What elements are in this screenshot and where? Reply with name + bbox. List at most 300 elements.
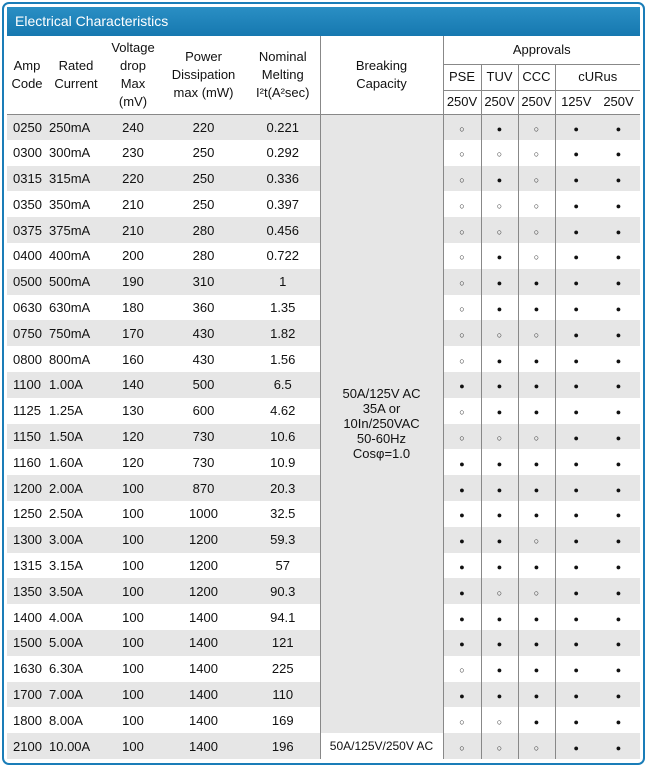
approval-tuv-not-approved-icon xyxy=(481,578,518,604)
open-dot-icon xyxy=(534,145,539,160)
power-dissipation-cell: 1000 xyxy=(189,506,218,522)
approval-tuv-approved-icon xyxy=(481,166,518,192)
amp-code-cell: 1200 xyxy=(7,475,47,501)
filled-dot-icon xyxy=(574,248,579,263)
rated-current-cell: 3.00A xyxy=(47,527,105,553)
amp-code-cell: 1100 xyxy=(7,372,47,398)
rated-current-cell: 2.50A xyxy=(49,506,83,522)
filled-dot-icon xyxy=(534,274,539,289)
approval-tuv-approved-icon xyxy=(481,501,518,527)
filled-dot-icon xyxy=(616,223,621,238)
approval-ccc-approved-icon xyxy=(518,682,555,708)
approval-curus-125-approved-icon xyxy=(555,166,597,192)
filled-dot-icon xyxy=(534,506,539,521)
rated-current-cell: 750mA xyxy=(47,320,105,346)
voltage-drop-cell: 210 xyxy=(122,196,144,212)
filled-dot-icon xyxy=(497,481,502,496)
header-voltage-drop: Voltage drop Max (mV) xyxy=(105,36,161,114)
approval-curus-250-approved-icon xyxy=(597,527,640,553)
filled-dot-icon xyxy=(534,300,539,315)
approval-curus-250-approved-icon xyxy=(597,398,640,424)
open-dot-icon xyxy=(459,145,464,160)
approval-curus-125-approved-icon xyxy=(555,372,597,398)
nominal-melting-cell: 0.722 xyxy=(266,248,300,264)
power-dissipation-cell: 1400 xyxy=(161,682,246,708)
filled-dot-icon xyxy=(616,558,621,573)
amp-code-cell: 0800 xyxy=(13,351,42,367)
breaking-capacity-line: 50-60Hz xyxy=(356,431,407,447)
rated-current-cell: 8.00A xyxy=(49,712,83,728)
header-approval-pse: PSE xyxy=(443,64,481,90)
rated-current-cell: 1.50A xyxy=(47,424,105,450)
filled-dot-icon xyxy=(574,197,579,212)
filled-dot-icon xyxy=(616,661,621,676)
approval-tuv-approved-icon xyxy=(481,346,518,372)
nominal-melting-cell: 225 xyxy=(271,661,294,677)
voltage-drop-cell: 100 xyxy=(122,557,144,573)
approval-curus-250-approved-icon xyxy=(597,217,640,243)
rated-current-cell: 3.15A xyxy=(49,557,83,573)
amp-code-cell: 0400 xyxy=(13,248,42,264)
approval-ccc-approved-icon xyxy=(518,295,555,321)
filled-dot-icon xyxy=(574,300,579,315)
filled-dot-icon xyxy=(574,635,579,650)
approval-tuv-approved-icon xyxy=(481,269,518,295)
nominal-melting-cell: 0.221 xyxy=(246,114,320,140)
approval-curus-250-approved-icon xyxy=(597,191,640,217)
approval-ccc-approved-icon xyxy=(518,398,555,424)
filled-dot-icon xyxy=(534,635,539,650)
approval-ccc-approved-icon xyxy=(518,656,555,682)
filled-dot-icon xyxy=(574,739,579,754)
open-dot-icon xyxy=(534,197,539,212)
filled-dot-icon xyxy=(574,584,579,599)
voltage-drop-cell: 100 xyxy=(105,733,161,759)
filled-dot-icon xyxy=(459,635,464,650)
voltage-drop-cell: 160 xyxy=(122,351,144,367)
filled-dot-icon xyxy=(574,223,579,238)
section-title: Electrical Characteristics xyxy=(7,7,640,36)
approval-pse-not-approved-icon xyxy=(443,346,481,372)
approval-ccc-not-approved-icon xyxy=(518,166,555,192)
filled-dot-icon xyxy=(574,558,579,573)
breaking-capacity-line: 50A/125V AC xyxy=(342,386,421,402)
approval-curus-125-approved-icon xyxy=(555,398,597,424)
electrical-characteristics-panel xyxy=(2,2,645,765)
nominal-melting-cell: 0.336 xyxy=(246,166,320,192)
filled-dot-icon xyxy=(497,558,502,573)
header-approval-ccc: CCC xyxy=(518,64,555,90)
approval-pse-not-approved-icon xyxy=(443,733,481,759)
approval-tuv-approved-icon xyxy=(481,682,518,708)
nominal-melting-cell: 110 xyxy=(246,682,320,708)
amp-code-cell: 1160 xyxy=(13,454,41,470)
filled-dot-icon xyxy=(497,506,502,521)
rated-current-cell: 1.00A xyxy=(47,372,105,398)
amp-code-cell: 1700 xyxy=(7,682,47,708)
rated-current-cell: 1.60A xyxy=(49,454,83,470)
amp-code-cell: 0315 xyxy=(7,166,47,192)
approval-curus-250-approved-icon xyxy=(597,449,640,475)
nominal-melting-cell: 6.5 xyxy=(246,372,320,398)
open-dot-icon xyxy=(459,429,464,444)
approval-curus-250-approved-icon xyxy=(597,733,640,759)
amp-code-cell: 1400 xyxy=(13,609,42,625)
filled-dot-icon xyxy=(574,506,579,521)
open-dot-icon xyxy=(534,584,539,599)
header-power-dissipation: Power Dissipation max (mW) xyxy=(161,36,246,114)
filled-dot-icon xyxy=(497,300,502,315)
approval-ccc-not-approved-icon xyxy=(518,578,555,604)
approval-tuv-approved-icon xyxy=(481,398,518,424)
filled-dot-icon xyxy=(574,687,579,702)
voltage-drop-cell: 140 xyxy=(105,372,161,398)
filled-dot-icon xyxy=(459,687,464,702)
filled-dot-icon xyxy=(616,532,621,547)
voltage-drop-cell: 190 xyxy=(105,269,161,295)
approval-tuv-approved-icon xyxy=(481,475,518,501)
amp-code-cell: 1125 xyxy=(13,403,41,419)
power-dissipation-cell: 220 xyxy=(161,114,246,140)
filled-dot-icon xyxy=(574,532,579,547)
approval-curus-125-approved-icon xyxy=(555,682,597,708)
approval-curus-250-approved-icon xyxy=(597,656,640,682)
approval-ccc-approved-icon xyxy=(518,630,555,656)
filled-dot-icon xyxy=(574,455,579,470)
approval-tuv-not-approved-icon xyxy=(481,733,518,759)
approval-ccc-approved-icon xyxy=(518,475,555,501)
filled-dot-icon xyxy=(616,584,621,599)
approval-pse-not-approved-icon xyxy=(443,295,481,321)
approval-ccc-not-approved-icon xyxy=(518,243,555,269)
filled-dot-icon xyxy=(534,558,539,573)
voltage-drop-cell: 100 xyxy=(122,661,144,677)
nominal-melting-cell: 10.6 xyxy=(246,424,320,450)
filled-dot-icon xyxy=(574,377,579,392)
voltage-drop-cell: 120 xyxy=(105,424,161,450)
amp-code-cell: 1315 xyxy=(13,557,42,573)
approval-tuv-approved-icon xyxy=(481,295,518,321)
nominal-melting-cell: 94.1 xyxy=(270,609,296,625)
approval-curus-250-approved-icon xyxy=(597,501,640,527)
approval-tuv-approved-icon xyxy=(481,553,518,579)
approval-curus-125-approved-icon xyxy=(555,578,597,604)
filled-dot-icon xyxy=(497,377,502,392)
amp-code-cell: 0500 xyxy=(7,269,47,295)
header-approval-curus: cURus xyxy=(555,64,640,90)
header-voltage-pse: 250V xyxy=(443,90,481,114)
open-dot-icon xyxy=(459,326,464,341)
approval-curus-250-approved-icon xyxy=(597,475,640,501)
approval-curus-125-approved-icon xyxy=(555,346,597,372)
filled-dot-icon xyxy=(534,661,539,676)
approval-pse-approved-icon xyxy=(443,553,481,579)
voltage-drop-cell: 170 xyxy=(105,320,161,346)
electrical-characteristics-table xyxy=(7,36,640,759)
power-dissipation-cell: 430 xyxy=(192,351,215,367)
open-dot-icon xyxy=(497,584,502,599)
nominal-melting-cell: 32.5 xyxy=(270,506,296,522)
filled-dot-icon xyxy=(497,661,502,676)
open-dot-icon xyxy=(459,300,464,315)
approval-curus-125-approved-icon xyxy=(555,527,597,553)
approval-curus-125-approved-icon xyxy=(555,733,597,759)
open-dot-icon xyxy=(459,661,464,676)
power-dissipation-cell: 1200 xyxy=(161,578,246,604)
voltage-drop-cell: 240 xyxy=(105,114,161,140)
approval-curus-125-approved-icon xyxy=(555,501,597,527)
voltage-drop-cell: 200 xyxy=(122,248,144,264)
table-body xyxy=(7,114,640,759)
open-dot-icon xyxy=(497,145,502,160)
approval-curus-125-approved-icon xyxy=(555,191,597,217)
voltage-drop-cell: 100 xyxy=(122,712,144,728)
approval-tuv-approved-icon xyxy=(481,604,518,630)
approval-pse-not-approved-icon xyxy=(443,707,481,733)
voltage-drop-cell: 100 xyxy=(105,682,161,708)
filled-dot-icon xyxy=(616,274,621,289)
nominal-melting-cell: 0.292 xyxy=(266,145,300,161)
nominal-melting-cell: 1 xyxy=(246,269,320,295)
approval-curus-125-approved-icon xyxy=(555,295,597,321)
open-dot-icon xyxy=(534,248,539,263)
amp-code-cell: 1300 xyxy=(7,527,47,553)
filled-dot-icon xyxy=(497,403,502,418)
filled-dot-icon xyxy=(497,274,502,289)
power-dissipation-cell: 310 xyxy=(161,269,246,295)
rated-current-cell: 6.30A xyxy=(49,661,83,677)
approval-tuv-approved-icon xyxy=(481,527,518,553)
approval-curus-125-approved-icon xyxy=(555,553,597,579)
filled-dot-icon xyxy=(616,145,621,160)
amp-code-cell: 0375 xyxy=(7,217,47,243)
filled-dot-icon xyxy=(459,481,464,496)
header-nominal-melting: Nominal Melting I²t(A²sec) xyxy=(246,36,320,114)
open-dot-icon xyxy=(459,120,464,135)
approval-tuv-not-approved-icon xyxy=(481,191,518,217)
power-dissipation-cell: 250 xyxy=(192,145,215,161)
rated-current-cell: 5.00A xyxy=(47,630,105,656)
filled-dot-icon xyxy=(459,532,464,547)
breaking-capacity-line: 10In/250VAC xyxy=(343,416,420,432)
filled-dot-icon xyxy=(574,481,579,496)
power-dissipation-cell: 360 xyxy=(192,299,215,315)
rated-current-cell: 3.50A xyxy=(47,578,105,604)
approval-tuv-not-approved-icon xyxy=(481,140,518,166)
rated-current-cell: 500mA xyxy=(47,269,105,295)
nominal-melting-cell: 59.3 xyxy=(246,527,320,553)
filled-dot-icon xyxy=(616,403,621,418)
approval-ccc-not-approved-icon xyxy=(518,527,555,553)
open-dot-icon xyxy=(459,713,464,728)
amp-code-cell: 1500 xyxy=(7,630,47,656)
approval-tuv-not-approved-icon xyxy=(481,217,518,243)
open-dot-icon xyxy=(534,326,539,341)
rated-current-cell: 400mA xyxy=(49,248,91,264)
approval-pse-approved-icon xyxy=(443,682,481,708)
approval-ccc-not-approved-icon xyxy=(518,424,555,450)
approval-tuv-approved-icon xyxy=(481,372,518,398)
filled-dot-icon xyxy=(497,455,502,470)
open-dot-icon xyxy=(534,223,539,238)
approval-tuv-not-approved-icon xyxy=(481,320,518,346)
approval-curus-250-approved-icon xyxy=(597,243,640,269)
nominal-melting-cell: 20.3 xyxy=(246,475,320,501)
filled-dot-icon xyxy=(616,248,621,263)
approval-pse-approved-icon xyxy=(443,578,481,604)
approval-ccc-not-approved-icon xyxy=(518,320,555,346)
approval-curus-250-approved-icon xyxy=(597,166,640,192)
filled-dot-icon xyxy=(616,506,621,521)
breaking-capacity-line: Cosφ=1.0 xyxy=(352,446,411,462)
rated-current-cell: 375mA xyxy=(47,217,105,243)
table-row xyxy=(7,114,640,140)
header-approvals: Approvals xyxy=(443,36,640,64)
open-dot-icon xyxy=(459,248,464,263)
power-dissipation-cell: 250 xyxy=(192,196,215,212)
approval-tuv-not-approved-icon xyxy=(481,707,518,733)
rated-current-cell: 800mA xyxy=(49,351,91,367)
filled-dot-icon xyxy=(497,532,502,547)
filled-dot-icon xyxy=(497,171,502,186)
power-dissipation-cell: 1400 xyxy=(189,609,218,625)
approval-tuv-approved-icon xyxy=(481,114,518,140)
rated-current-cell: 250mA xyxy=(47,114,105,140)
nominal-melting-cell: 0.397 xyxy=(266,196,300,212)
header-voltage-ccc: 250V xyxy=(518,90,555,114)
approval-curus-125-approved-icon xyxy=(555,140,597,166)
header-amp-code: Amp Code xyxy=(7,36,47,114)
filled-dot-icon xyxy=(459,558,464,573)
filled-dot-icon xyxy=(616,455,621,470)
filled-dot-icon xyxy=(534,610,539,625)
approval-curus-125-approved-icon xyxy=(555,449,597,475)
approval-curus-250-approved-icon xyxy=(597,114,640,140)
filled-dot-icon xyxy=(497,120,502,135)
filled-dot-icon xyxy=(616,713,621,728)
filled-dot-icon xyxy=(574,661,579,676)
power-dissipation-cell: 1200 xyxy=(161,527,246,553)
filled-dot-icon xyxy=(574,171,579,186)
power-dissipation-cell: 1400 xyxy=(189,661,218,677)
power-dissipation-cell: 430 xyxy=(161,320,246,346)
approval-ccc-approved-icon xyxy=(518,269,555,295)
voltage-drop-cell: 100 xyxy=(105,630,161,656)
filled-dot-icon xyxy=(574,326,579,341)
open-dot-icon xyxy=(497,223,502,238)
filled-dot-icon xyxy=(497,610,502,625)
filled-dot-icon xyxy=(534,377,539,392)
nominal-melting-cell: 57 xyxy=(275,557,290,573)
power-dissipation-cell: 870 xyxy=(161,475,246,501)
open-dot-icon xyxy=(459,403,464,418)
approval-pse-not-approved-icon xyxy=(443,217,481,243)
power-dissipation-cell: 280 xyxy=(192,248,215,264)
approval-curus-125-approved-icon xyxy=(555,630,597,656)
open-dot-icon xyxy=(459,352,464,367)
rated-current-cell: 300mA xyxy=(49,145,91,161)
amp-code-cell: 0300 xyxy=(13,145,42,161)
filled-dot-icon xyxy=(534,352,539,367)
approval-curus-125-approved-icon xyxy=(555,320,597,346)
approval-ccc-approved-icon xyxy=(518,707,555,733)
rated-current-cell: 7.00A xyxy=(47,682,105,708)
approval-ccc-approved-icon xyxy=(518,346,555,372)
open-dot-icon xyxy=(459,223,464,238)
filled-dot-icon xyxy=(574,429,579,444)
filled-dot-icon xyxy=(574,403,579,418)
approval-curus-250-approved-icon xyxy=(597,553,640,579)
approval-curus-125-approved-icon xyxy=(555,269,597,295)
open-dot-icon xyxy=(497,713,502,728)
approval-ccc-approved-icon xyxy=(518,449,555,475)
approval-pse-not-approved-icon xyxy=(443,243,481,269)
approval-curus-125-approved-icon xyxy=(555,217,597,243)
filled-dot-icon xyxy=(459,584,464,599)
filled-dot-icon xyxy=(497,248,502,263)
approval-pse-not-approved-icon xyxy=(443,191,481,217)
breaking-capacity-line: 35A or xyxy=(362,401,401,417)
power-dissipation-cell: 500 xyxy=(161,372,246,398)
rated-current-cell: 350mA xyxy=(49,196,91,212)
approval-pse-approved-icon xyxy=(443,372,481,398)
nominal-melting-cell: 121 xyxy=(246,630,320,656)
power-dissipation-cell: 730 xyxy=(161,424,246,450)
approval-curus-125-approved-icon xyxy=(555,656,597,682)
power-dissipation-cell: 600 xyxy=(192,403,215,419)
approval-curus-250-approved-icon xyxy=(597,578,640,604)
filled-dot-icon xyxy=(534,687,539,702)
approval-pse-not-approved-icon xyxy=(443,269,481,295)
voltage-drop-cell: 100 xyxy=(122,609,144,625)
approval-curus-250-approved-icon xyxy=(597,346,640,372)
approval-curus-250-approved-icon xyxy=(597,604,640,630)
approval-ccc-not-approved-icon xyxy=(518,191,555,217)
open-dot-icon xyxy=(459,739,464,754)
rated-current-cell: 630mA xyxy=(49,299,91,315)
amp-code-cell: 0630 xyxy=(13,299,42,315)
approval-pse-approved-icon xyxy=(443,501,481,527)
amp-code-cell: 0250 xyxy=(7,114,47,140)
approval-curus-125-approved-icon xyxy=(555,604,597,630)
filled-dot-icon xyxy=(574,145,579,160)
approval-pse-not-approved-icon xyxy=(443,320,481,346)
nominal-melting-cell: 4.62 xyxy=(270,403,296,419)
nominal-melting-cell: 1.82 xyxy=(246,320,320,346)
open-dot-icon xyxy=(459,171,464,186)
approval-tuv-not-approved-icon xyxy=(481,424,518,450)
filled-dot-icon xyxy=(574,120,579,135)
filled-dot-icon xyxy=(534,481,539,496)
approval-ccc-approved-icon xyxy=(518,553,555,579)
approval-curus-125-approved-icon xyxy=(555,114,597,140)
voltage-drop-cell: 100 xyxy=(122,506,144,522)
open-dot-icon xyxy=(534,171,539,186)
open-dot-icon xyxy=(534,532,539,547)
approval-curus-250-approved-icon xyxy=(597,295,640,321)
amp-code-cell: 1630 xyxy=(13,661,42,677)
approval-pse-approved-icon xyxy=(443,449,481,475)
voltage-drop-cell: 230 xyxy=(122,145,144,161)
power-dissipation-cell: 730 xyxy=(192,454,215,470)
filled-dot-icon xyxy=(574,352,579,367)
approval-ccc-not-approved-icon xyxy=(518,217,555,243)
filled-dot-icon xyxy=(616,326,621,341)
approval-tuv-approved-icon xyxy=(481,656,518,682)
filled-dot-icon xyxy=(574,713,579,728)
voltage-drop-cell: 130 xyxy=(122,403,144,419)
filled-dot-icon xyxy=(616,635,621,650)
